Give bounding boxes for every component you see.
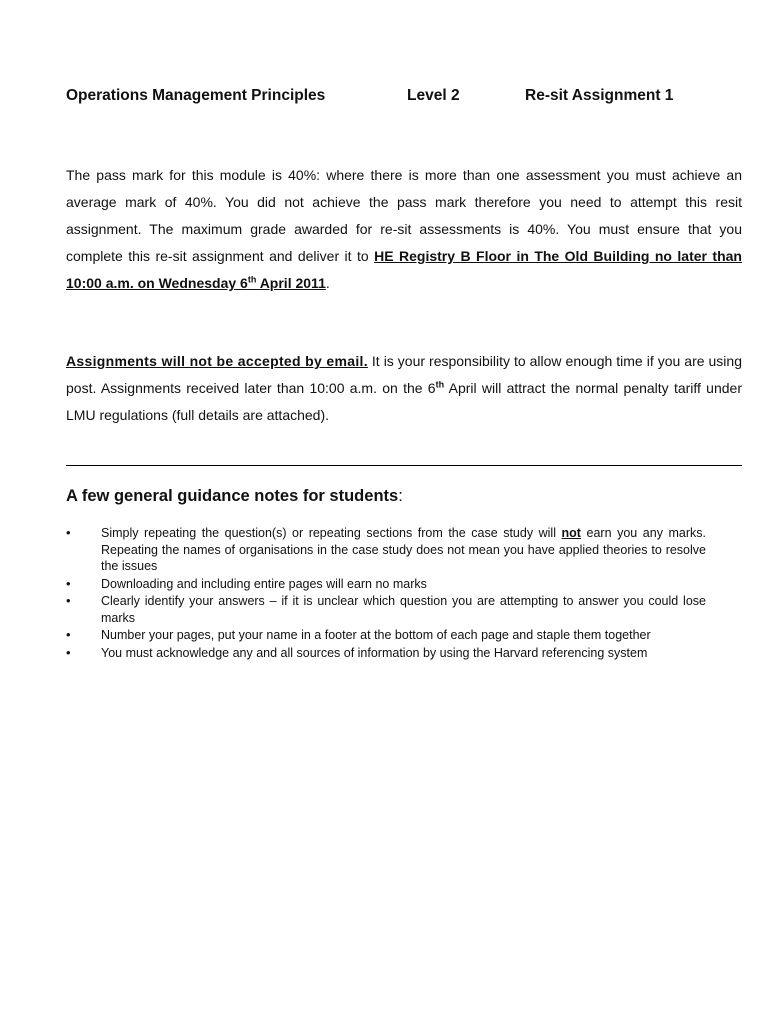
submission-text-end: April will attract the normal penalty tariff under LMU regulations (full details are attached). — [66, 380, 742, 423]
bullet-icon: • — [66, 644, 71, 660]
emphasis-not: not — [561, 526, 581, 540]
list-item-text-end: earn you any marks. Repeating the names of organisations in the case study does not mean you have applied theories to resolve the issues — [101, 526, 706, 573]
horizontal-divider — [66, 465, 742, 466]
bullet-icon: • — [66, 593, 71, 608]
guidance-title-text: A few general guidance notes for students — [66, 487, 399, 505]
list-item-text: Simply repeating the question(s) or repeating sections from the case study will — [101, 526, 562, 540]
guidance-title-colon: : — [398, 487, 403, 505]
intro-text: The pass mark for this module is 40%: where there is more than one assessment you must achieve an average mark of 40%. You did not achieve the pass mark therefore you need to attempt this resit assignment. The maximum grade awarded for re-sit assessments is 40%. You must ensure that you complete this re-sit assignment and deliver it to — [66, 167, 742, 264]
list-item — [66, 593, 706, 626]
guidance-title — [66, 487, 403, 506]
list-item — [66, 627, 706, 644]
intro-paragraph — [66, 162, 742, 297]
module-title: Operations Management Principles — [66, 87, 326, 104]
list-item — [66, 576, 706, 593]
list-item-text: Downloading and including entire pages will earn no marks — [101, 576, 427, 591]
assignment-label: Re-sit Assignment 1 — [525, 87, 674, 104]
list-item — [66, 645, 706, 662]
bullet-icon: • — [66, 627, 71, 642]
guidance-list — [66, 525, 706, 662]
list-item-text: You must acknowledge any and all sources of information by using the Harvard referencing system — [101, 645, 648, 660]
email-warning: Assignments will not be accepted by email. — [66, 353, 368, 369]
document-heading — [66, 87, 726, 109]
deadline-superscript: th — [247, 274, 257, 285]
submission-text: It is your responsibility to allow enough time if you are using post. Assignments received later than 10:00 a.m. on the 6 — [66, 353, 742, 396]
list-item-text: Clearly identify your answers – if it is unclear which question you are attempting to answer you could lose marks — [101, 594, 706, 625]
list-item — [66, 525, 706, 575]
level-label: Level 2 — [407, 87, 460, 104]
deadline-text: HE Registry B Floor in The Old Building no later than 10:00 a.m. on Wednesday 6 — [66, 248, 742, 291]
submission-paragraph — [66, 348, 742, 429]
bullet-icon: • — [66, 525, 71, 540]
deadline-date: April 2011 — [256, 275, 326, 291]
list-item-text: Number your pages, put your name in a footer at the bottom of each page and staple them together — [101, 628, 651, 642]
intro-end: . — [325, 275, 330, 291]
submission-superscript: th — [435, 379, 445, 390]
bullet-icon: • — [66, 575, 71, 591]
